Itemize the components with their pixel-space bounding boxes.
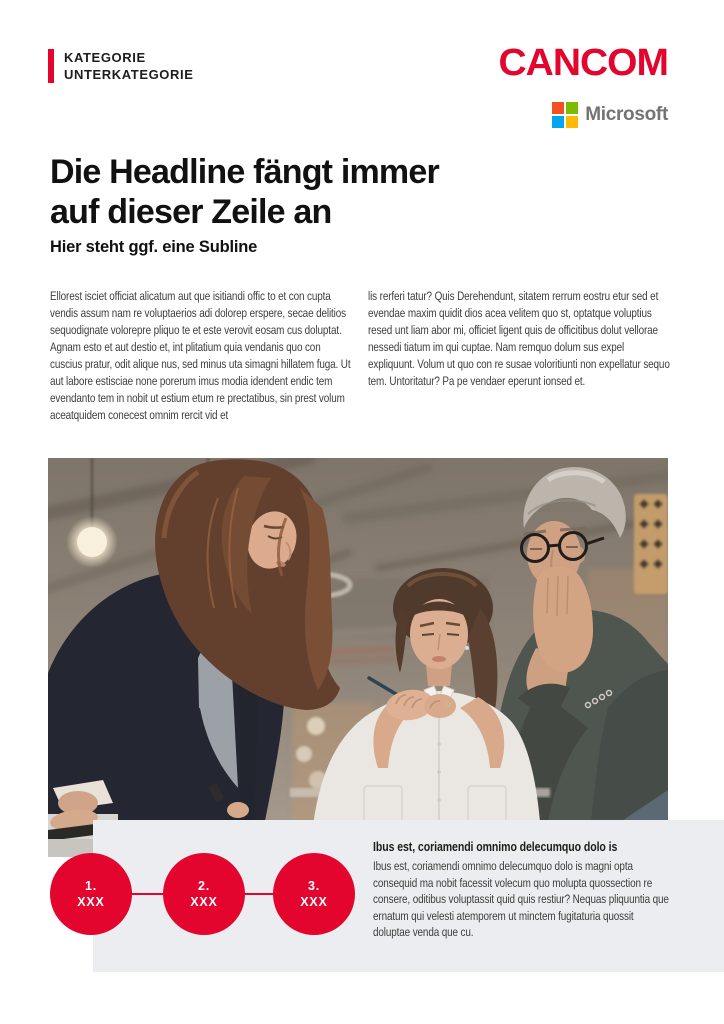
cancom-logo: CANCOM [498,42,668,84]
info-panel-body: Ibus est, coriamendi omnimo delecumquo dolo is magni opta consequid ma nobit facessit volecum quo molupta quossection re consere, oditibus voluptassit quid quis restiur? Nequas pliquuntia que ernatum qui velesti atemporem ut minctem fugitaturia quossit doluptae venda que cu. [373,859,669,940]
category-labels [64,49,194,83]
step-2-number: 2. [197,879,211,893]
body-column-left: Ellorest isciet officiat alicatum aut que isitiandi offic to et con cupta vendis assum nam re voluptaerios adi dolorep erspere, secae delitios sequodignate volorepre pliquo te et este verovit eosam cus doluptat. Agnam esto et aut destio et, int plitatium quia vendanis quo con cuscius pratur, odit alique nus, sed minus uta simagni hillatem fuga. Ut aut labore estisciae none porerum imus modia idendent endic tem evendanto tem in nobit ut estium etum re prectatibus, sin prest volum aceatquidem conecest omnim rercit vid et [50,289,351,422]
step-3-label: XXX [300,895,328,909]
step-1-number: 1. [84,879,98,893]
step-3-number: 3. [307,879,321,893]
microsoft-square-red [552,102,564,114]
page-title [50,152,439,232]
microsoft-square-blue [552,116,564,128]
category-block [48,49,194,83]
info-panel-title: Ibus est, coriamendi omnimo delecumquo dolo is [373,839,618,854]
microsoft-square-yellow [566,116,578,128]
subcategory-label: UNTERKATEGORIE [64,67,194,82]
microsoft-squares-icon [552,102,578,128]
headline-line-1: Die Headline fängt immer [50,153,439,191]
step-circle-1 [50,853,132,935]
microsoft-logo [552,102,668,128]
step-circle-2 [163,853,245,935]
category-accent-bar [48,49,54,83]
category-label: KATEGORIE [64,50,146,65]
info-panel-text [373,839,671,941]
step-2-label: XXX [190,895,218,909]
body-column-right: lis rerferi tatur? Quis Derehendunt, sitatem rerrum eostru etur sed et evendae maxim quidit dios acea velitem quo st, optatque voluptius resed unt liam abor mi, officiet ligent quis de officitibus dolut vellorae nessedi tiatum im qui cuptae. Nam remquo dolum sus expel expliquunt. Volum ut quo con re susae voloritiunti non expellatur sequo tem. Untoritatur? Pa pe vendaer eperunt ionsed et. [368,289,670,388]
headline-line-2: auf dieser Zeile an [50,193,332,231]
subline: Hier steht ggf. eine Subline [50,238,258,256]
microsoft-wordmark: Microsoft [585,104,668,125]
honeycomb-panel [634,494,668,594]
microsoft-square-green [566,102,578,114]
team-photo [48,458,668,857]
step-1-label: XXX [77,895,105,909]
step-circle-3 [273,853,355,935]
